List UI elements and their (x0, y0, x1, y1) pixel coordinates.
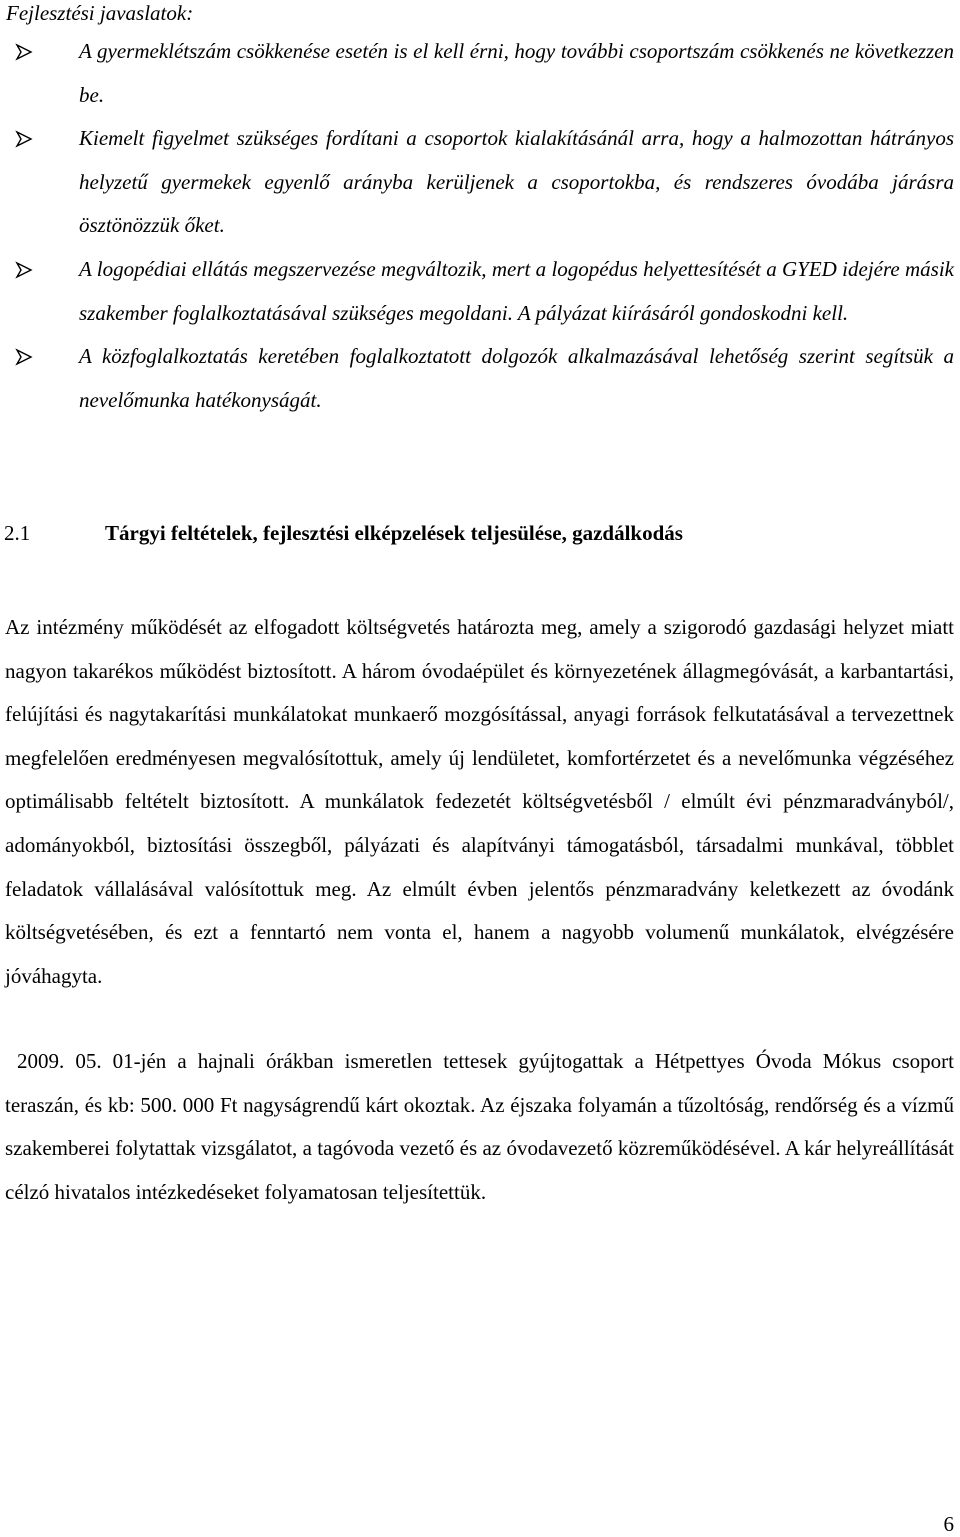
list-item (0, 335, 960, 422)
list-item-text: A közfoglalkoztatás keretében foglalkoztatott dolgozók alkalmazásával lehetőség szerint segítsük a nevelőmunka hatékonyságát. (79, 344, 954, 412)
body-paragraph-text: Az intézmény működését az elfogadott költségvetés határozta meg, amely a szigorodó gazdasági helyzet miatt nagyon takarékos működést biztosított. A három óvodaépület és környezetének állagmegóvását, a karbantartási, felújítási és nagytakarítási munkálatokat munkaerő mozgósítással, anyagi források felkutatásával a tervezettnek megfelelően eredményesen megvalósítottuk, amely új lendületet, komfortérzetet és a nevelőmunka végzéséhez optimálisabb feltételt biztosított. A munkálatok fedezetét költségvetésből / elmúlt évi pénzmaradványból/, adományokból, biztosítási összegből, pályázati és alapítványi támogatásból, társadalmi munkával, többlet feladatok vállalásával valósítottuk meg. Az elmúlt évben jelentős pénzmaradvány keletkezett az óvodánk költségvetésében, és ezt a fenntartó nem vonta el, hanem a nagyobb volumenű munkálatok, elvégzésére jóváhagyta. (5, 615, 954, 988)
body-paragraph (5, 606, 954, 998)
development-proposals-heading: Fejlesztési javaslatok: (6, 1, 194, 25)
section-number: 2.1 (4, 521, 31, 545)
section-heading (4, 517, 954, 549)
body-paragraph-text: 2009. 05. 01-jén a hajnali órákban ismeretlen tettesek gyújtogattak a Hétpettyes Óvoda Mókus csoport teraszán, és kb: 500. 000 Ft nagyságrendű kárt okoztak. Az éjszaka folyamán a tűzoltóság, rendőrség és a vízmű szakemberei folytattak vizsgálatot, a tagóvoda vezető és az óvodavezető közreműködésével. A kár helyreállítását célzó hivatalos intézkedéseket folyamatosan teljesítettük. (5, 1049, 954, 1204)
list-item (0, 30, 960, 117)
body-paragraph (5, 1040, 954, 1214)
arrowhead-bullet-icon (15, 43, 33, 61)
page-number: 6 (943, 1512, 954, 1536)
list-item (0, 248, 960, 335)
list-item-text: A gyermeklétszám csökkenése esetén is el kell érni, hogy további csoportszám csökkenés ne következzen be. (79, 39, 954, 107)
list-item-text: Kiemelt figyelmet szükséges fordítani a csoportok kialakításánál arra, hogy a halmozottan hátrányos helyzetű gyermekek egyenlő arányba kerüljenek a csoportokba, és rendszeres óvodába járásra ösztönözzük őket. (79, 126, 954, 238)
arrowhead-bullet-icon (15, 261, 33, 279)
list-item (0, 117, 960, 248)
section-title: Tárgyi feltételek, fejlesztési elképzelések teljesülése, gazdálkodás (105, 521, 683, 545)
list-item-text: A logopédiai ellátás megszervezése megváltozik, mert a logopédus helyettesítését a GYED idejére másik szakember foglalkoztatásával szükséges megoldani. A pályázat kiírásáról gondoskodni kell. (79, 256, 954, 325)
arrowhead-bullet-icon (15, 348, 33, 366)
proposal-list (0, 30, 960, 422)
arrowhead-bullet-icon (15, 130, 33, 148)
